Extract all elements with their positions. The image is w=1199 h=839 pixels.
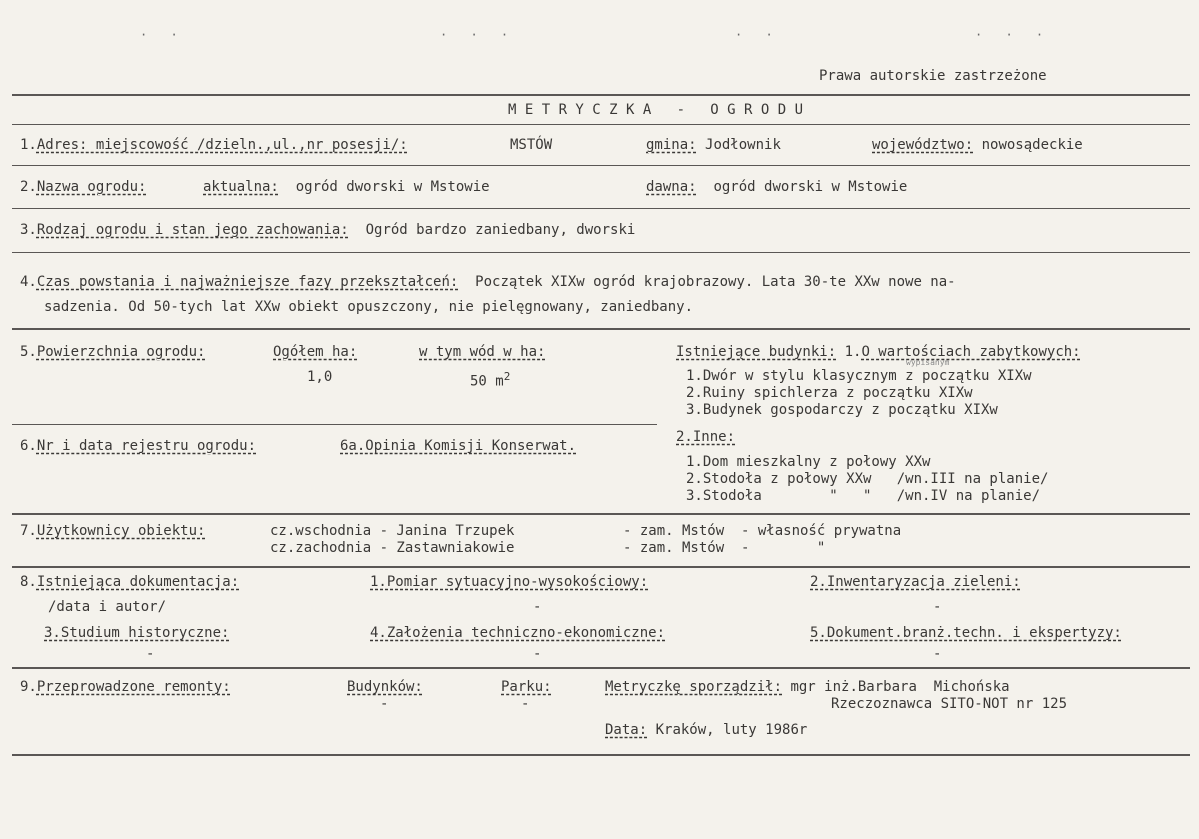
akt-value: ogród dworski w Mstowie [295,179,490,195]
doc-item-5-value: - [933,646,942,662]
building-item-3: 3.Budynek gospodarczy z początku XIXw [686,402,998,418]
page-title: M E T R Y C Z K A - O G R O D U [508,102,804,118]
s9-label: Przeprowadzone remonty: [36,679,231,695]
s3-value: Ogród bardzo zaniedbany, dworski [365,222,636,238]
s1-woj [872,136,1083,154]
s2-dawna [646,178,907,196]
author-label: Metryczkę sporządził: [605,679,783,695]
divider-6 [12,513,1190,515]
other-item-2: 2.Stodoła z połowy XXw /wn.III na planie/ [686,471,1049,487]
copyright-note: Prawa autorskie zastrzeżone [819,68,1047,84]
scan-dots-4: · · · [975,28,1052,42]
divider-8 [12,667,1190,669]
s2-row [20,178,146,196]
scan-dots-1: · · [140,28,186,42]
s1-gmina [646,136,781,154]
doc-item-5 [810,624,1122,642]
buildings-header-a: Istniejące budynki: [676,344,837,360]
divider-top [12,94,1190,96]
doc-item-3-value: - [146,646,155,662]
water-unit-sup: 2 [503,370,511,383]
dawna-label: dawna: [646,179,697,195]
buildings-other-label: 2.Inne: [676,429,736,445]
s7-label: Użytkownicy obiektu: [36,523,206,539]
s3-row [20,221,635,239]
s8-row [20,573,239,591]
gmina-label: gmina: [646,137,697,153]
woj-label: województwo: [872,137,974,153]
s4-line1: Początek XIXw ogród krajobrazowy. Lata 30-te XXw nowe na- [475,274,956,290]
doc-item-2-value: - [933,599,942,615]
other-item-1: 1.Dom mieszkalny z połowy XXw [686,454,931,470]
doc-item-2-label: 2.Inwentaryzacja zieleni: [810,574,1021,590]
user-west: cz.zachodnia - Zastawniakowie [270,540,515,556]
divider-bottom [12,754,1190,756]
date-value: Kraków, luty 1986r [655,722,808,738]
date-row [605,721,807,739]
buildings-repairs-label: Budynków: [347,679,423,695]
s4-number: 4. [20,274,37,290]
s4-label: Czas powstania i najważniejsze fazy przekształceń: [36,274,459,290]
buildings-header [676,343,1081,361]
s4-line2: sadzenia. Od 50-tych lat XXw obiekt opuszczony, nie pielęgnowany, zaniedbany. [44,299,694,315]
doc-item-4 [370,624,665,642]
doc-item-4-label: 4.Założenia techniczno-ekonomiczne: [370,625,666,641]
s5-label: Powierzchnia ogrodu: [36,344,206,360]
woj-value: nowosądeckie [981,137,1083,153]
divider-4 [12,328,1190,330]
water-value: 50 m [470,373,504,390]
s9-number: 9. [20,679,37,695]
s5-number: 5. [20,344,37,360]
divider-5-left [12,424,657,425]
other-item-3: 3.Stodoła " " /wn.IV na planie/ [686,488,1041,504]
s8-sub: /data i autor/ [48,599,167,615]
s3-label: Rodzaj ogrodu i stan jego zachowania: [36,222,349,238]
user-east: cz.wschodnia - Janina Trzupek [270,523,515,539]
doc-item-2 [810,573,1021,591]
s2-number: 2. [20,179,37,195]
s4-row [20,273,956,291]
divider-2 [12,208,1190,209]
s6-row [20,437,256,455]
user-east-rest: - zam. Mstów - własność prywatna [623,523,902,539]
s7-number: 7. [20,523,37,539]
s1-number: 1. [20,137,37,153]
scan-dots-2: · · · [440,28,517,42]
doc-item-3-label: 3.Studium historyczne: [44,625,230,641]
total-area-label: Ogółem ha: [273,344,358,360]
divider-3 [12,252,1190,253]
s1-label: Adres: miejscowość /dzieln.,ul.,nr posesji/: [36,137,408,153]
total-area-value: 1,0 [307,369,333,385]
s2-akt [203,178,490,196]
water-area-value [470,368,510,391]
s8-label: Istniejąca dokumentacja: [36,574,240,590]
doc-item-4-value: - [533,646,542,662]
building-item-2: 2.Ruiny spichlerza z początku XIXw [686,385,973,401]
buildings-header-c: O wartościach zabytkowych: [861,344,1081,360]
gmina-value: Jodłownik [705,137,781,153]
divider-title [12,124,1190,125]
s6-label: Nr i data rejestru ogrodu: [36,438,257,454]
dawna-value: ogród dworski w Mstowie [713,179,908,195]
date-label: Data: [605,722,648,738]
park-repairs-label: Parku: [501,679,552,695]
doc-item-1-label: 1.Pomiar sytuacyjno-wysokościowy: [370,574,649,590]
s8-number: 8. [20,574,37,590]
water-area-label: w tym wód w ha: [419,344,546,360]
author-row [605,678,1010,696]
building-item-1: 1.Dwór w stylu klasycznym z początku XIXw [686,368,1032,384]
doc-item-3 [44,624,229,642]
s6-number: 6. [20,438,37,454]
divider-7 [12,566,1190,568]
author-title: Rzeczoznawca SITO-NOT nr 125 [831,696,1068,712]
divider-1 [12,165,1190,166]
s9-row [20,678,231,696]
doc-item-5-label: 5.Dokument.branż.techn. i ekspertyzy: [810,625,1122,641]
user-west-rest: - zam. Mstów - " [623,540,826,556]
buildings-repairs-value: - [380,696,389,712]
doc-item-1 [370,573,648,591]
s1-row [20,136,408,154]
s6a-label: 6a.Opinia Komisji Konserwat. [340,438,577,454]
park-repairs-value: - [521,696,530,712]
buildings-annotation: wypisanym [906,358,950,367]
s3-number: 3. [20,222,37,238]
s5-row [20,343,205,361]
author-name: mgr inż.Barbara Michońska [790,679,1010,695]
scan-dots-3: · · [735,28,781,42]
s7-row [20,522,205,540]
s2-label: Nazwa ogrodu: [36,179,147,195]
akt-label: aktualna: [203,179,279,195]
buildings-header-b: 1. [844,344,862,360]
s1-value: MSTÓW [510,137,553,153]
doc-item-1-value: - [533,599,542,615]
